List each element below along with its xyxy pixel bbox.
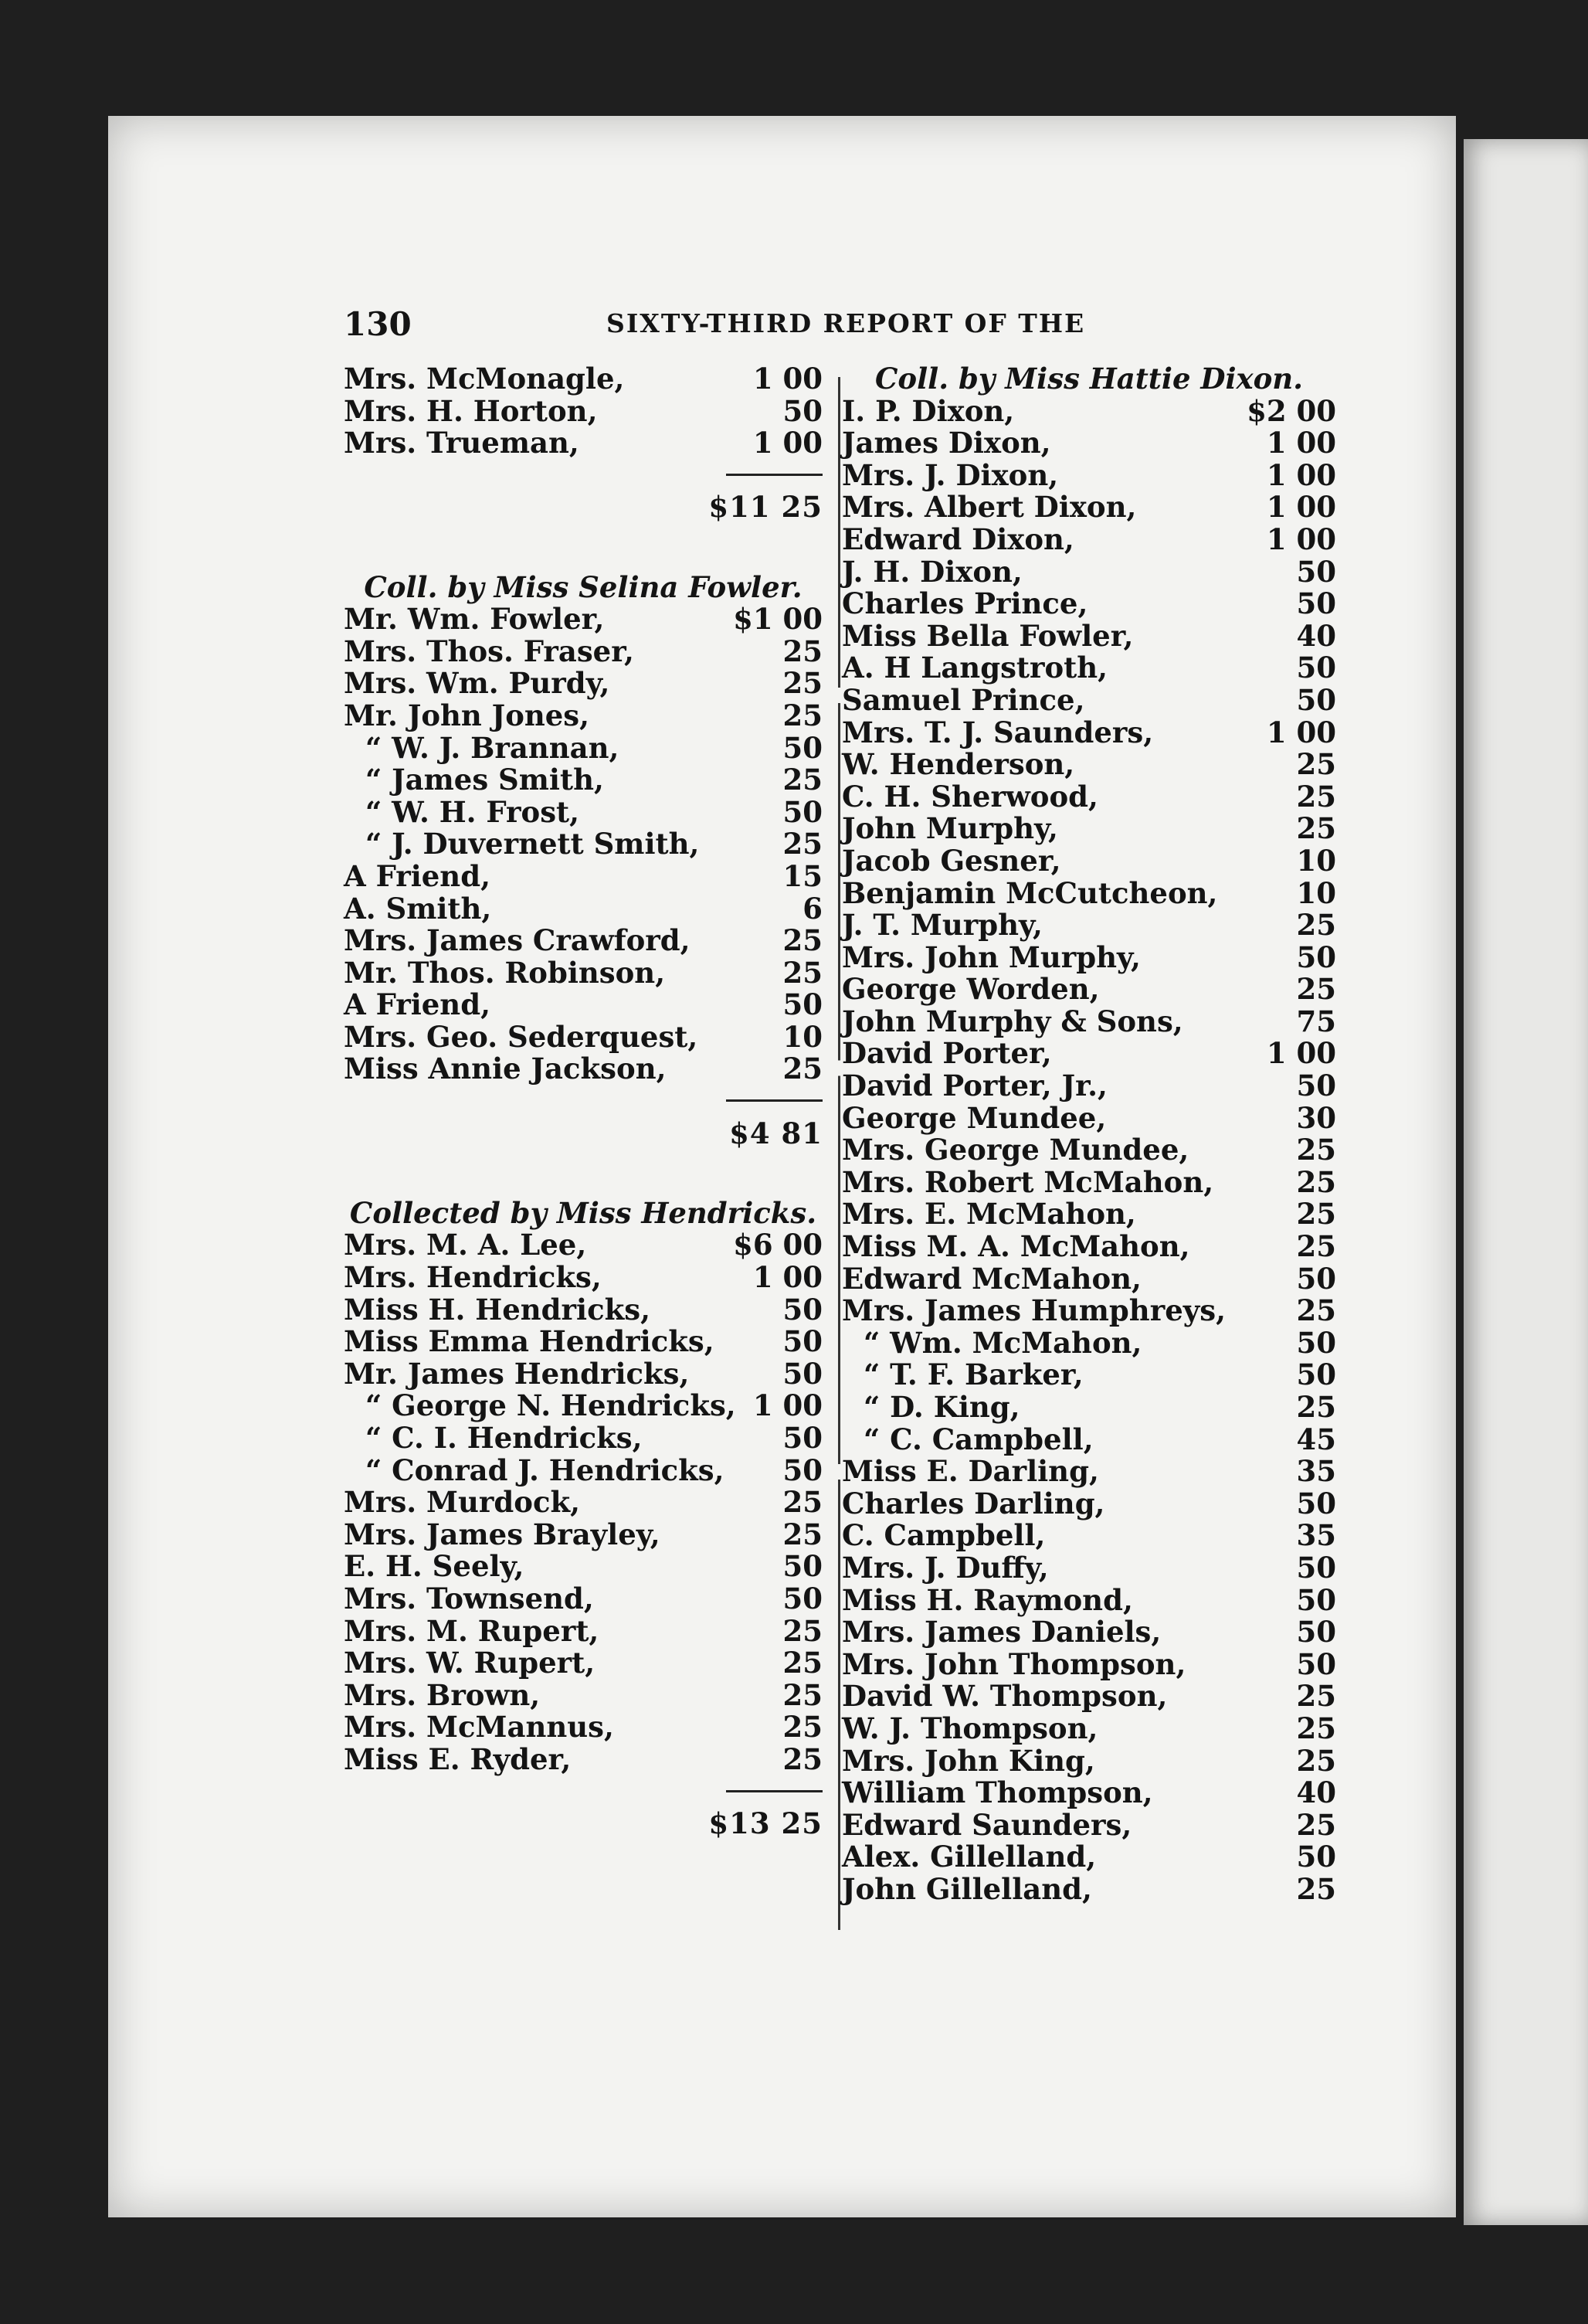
donor-name: C. Campbell,: [842, 1518, 1046, 1553]
donation-amount: 25: [782, 666, 823, 701]
donation-amount: 1 00: [1266, 457, 1336, 492]
left-column: [344, 363, 823, 1840]
donation-amount: 25: [782, 923, 823, 958]
donation-amount: 10: [1296, 843, 1336, 878]
donor-name: Mrs. James Humphreys,: [842, 1293, 1226, 1328]
donation-amount: 50: [1296, 1582, 1336, 1617]
list-item: [344, 1583, 823, 1616]
donation-amount: 1 00: [1266, 1036, 1336, 1071]
donor-name: Mrs. James Crawford,: [344, 923, 691, 958]
list-item: [842, 1745, 1336, 1778]
column-divider: [838, 377, 840, 1930]
donor-name: David Porter, Jr.,: [842, 1069, 1108, 1103]
donor-name: Mrs. Robert McMahon,: [842, 1164, 1214, 1199]
donor-name: Mrs. Wm. Purdy,: [344, 666, 610, 701]
donor-name: Miss H. Hendricks,: [344, 1292, 650, 1327]
donation-amount: 50: [782, 794, 823, 829]
donor-name: Mrs. Thos. Fraser,: [344, 634, 634, 668]
list-item: [842, 1134, 1336, 1167]
list-item: [842, 457, 1336, 492]
list-item: [344, 732, 823, 765]
donation-amount: 50: [1296, 554, 1336, 589]
donor-name: “ W. J. Brannan,: [365, 730, 619, 765]
list-item: [344, 1613, 823, 1648]
list-item: [344, 1647, 823, 1680]
list-item: [842, 1616, 1336, 1649]
donation-amount: 1 00: [1266, 522, 1336, 556]
donation-amount: 6: [802, 891, 823, 926]
donor-name: “ W. H. Frost,: [365, 794, 580, 829]
list-item: [344, 1677, 823, 1712]
donation-amount: 25: [782, 1613, 823, 1648]
donation-amount: 50: [1296, 1486, 1336, 1520]
donor-name: Charles Prince,: [842, 586, 1088, 621]
donor-name: J. H. Dixon,: [842, 554, 1023, 589]
donation-amount: 50: [782, 730, 823, 765]
donation-amount: 45: [1296, 1422, 1336, 1456]
donation-amount: 40: [1296, 1775, 1336, 1810]
donation-amount: 50: [1296, 651, 1336, 685]
list-item: [344, 957, 823, 990]
donation-amount: 25: [1296, 1229, 1336, 1264]
donor-name: Benjamin McCutcheon,: [842, 875, 1218, 910]
donor-name: Alex. Gillelland,: [842, 1840, 1097, 1874]
donation-amount: 25: [1296, 1390, 1336, 1424]
donation-amount: 1 00: [752, 1388, 823, 1423]
donor-name: A. Smith,: [344, 891, 492, 926]
donor-name: A Friend,: [344, 987, 490, 1022]
list-item: [842, 1038, 1336, 1070]
list-item: [842, 1327, 1336, 1360]
donation-amount: 25: [782, 1052, 823, 1086]
list-item: [842, 620, 1336, 653]
donor-name: George Worden,: [842, 972, 1100, 1007]
donation-amount: 25: [1296, 1164, 1336, 1199]
donation-amount: 25: [1296, 811, 1336, 846]
donor-name: John Gillelland,: [842, 1871, 1092, 1906]
list-item: [842, 781, 1336, 814]
list-item: [842, 1424, 1336, 1456]
donor-name: Miss Bella Fowler,: [842, 618, 1134, 653]
section-heading-fowler: [344, 569, 823, 604]
section-heading-dixon: [842, 363, 1336, 396]
donor-name: I. P. Dixon,: [842, 393, 1015, 428]
list-item: [842, 1231, 1336, 1263]
donation-amount: 35: [1296, 1454, 1336, 1489]
donor-name: Mr. John Jones,: [344, 698, 590, 732]
list-item: [842, 1680, 1336, 1713]
donor-name: Miss M. A. McMahon,: [842, 1229, 1190, 1264]
donation-amount: 10: [1296, 875, 1336, 910]
donor-name: Mrs. J. Duffy,: [842, 1550, 1049, 1585]
donation-amount: 1 00: [1266, 715, 1336, 749]
donor-name: Mr. James Hendricks,: [344, 1356, 690, 1391]
donor-name: “ T. F. Barker,: [864, 1357, 1084, 1392]
list-item: [344, 427, 823, 460]
list-item: [842, 973, 1336, 1006]
list-item: [344, 668, 823, 700]
opening-total-row: [344, 491, 823, 524]
donation-amount: 1 00: [752, 426, 823, 460]
donation-amount: 25: [1296, 1743, 1336, 1778]
donation-amount: 10: [782, 1019, 823, 1054]
donation-amount: 50: [782, 1324, 823, 1359]
donation-amount: 1 00: [1266, 490, 1336, 525]
donation-amount: 25: [782, 1741, 823, 1776]
donor-name: Mrs. McMannus,: [344, 1710, 614, 1745]
list-item: [842, 909, 1336, 942]
donor-name: Mrs. Hendricks,: [344, 1260, 602, 1295]
list-item: [344, 1053, 823, 1086]
list-item: [344, 1229, 823, 1262]
donor-name: Mrs. J. Dixon,: [842, 457, 1059, 492]
list-item: [344, 893, 823, 926]
list-item: [842, 524, 1336, 556]
donor-name: Mrs. M. A. Lee,: [344, 1228, 587, 1262]
donation-amount: $1 00: [733, 602, 823, 637]
donor-name: Mrs. H. Horton,: [344, 393, 598, 428]
dixon-list: [842, 393, 1336, 1906]
list-item: [842, 1070, 1336, 1103]
sum-rule: [344, 1776, 823, 1809]
donor-name: Mrs. M. Rupert,: [344, 1613, 599, 1648]
donor-name: Mrs. Trueman,: [344, 426, 579, 460]
donor-name: William Thompson,: [842, 1775, 1153, 1810]
list-item: [344, 858, 823, 893]
list-item: [344, 1390, 823, 1422]
hendricks-heading: Collected by Miss Hendricks.: [349, 1195, 817, 1230]
list-item: [344, 1741, 823, 1776]
donation-amount: 1 00: [752, 362, 823, 396]
donation-amount: 75: [1296, 1004, 1336, 1038]
donation-amount: 50: [1296, 1069, 1336, 1103]
donor-name: Miss Annie Jackson,: [344, 1052, 667, 1086]
list-item: [842, 556, 1336, 589]
donation-amount: 50: [1296, 939, 1336, 974]
list-item: [842, 1646, 1336, 1681]
donor-name: A Friend,: [344, 858, 490, 893]
list-item: [344, 1021, 823, 1054]
donation-amount: 25: [782, 1517, 823, 1551]
list-item: [842, 1100, 1336, 1135]
list-item: [842, 1552, 1336, 1585]
donation-amount: 25: [782, 827, 823, 861]
donation-amount: 25: [1296, 1197, 1336, 1232]
list-item: [344, 1551, 823, 1583]
hendricks-total-row: [344, 1808, 823, 1840]
list-item: [344, 989, 823, 1021]
fowler-total: $4 81: [729, 1116, 823, 1150]
donor-name: Samuel Prince,: [842, 682, 1085, 717]
list-item: [344, 1358, 823, 1391]
donor-name: David Porter,: [842, 1036, 1052, 1071]
donor-name: Mrs. James Daniels,: [842, 1615, 1162, 1650]
right-column: [842, 363, 1336, 1906]
list-item: [842, 1263, 1336, 1296]
list-item: [344, 1711, 823, 1744]
donation-amount: 50: [782, 1581, 823, 1616]
list-item: [842, 1164, 1336, 1199]
donation-amount: 25: [782, 1485, 823, 1520]
donation-amount: 50: [1296, 1840, 1336, 1874]
donor-name: Mrs. W. Rupert,: [344, 1646, 596, 1680]
donation-amount: 25: [1296, 1807, 1336, 1842]
donor-name: Mrs. Brown,: [344, 1677, 541, 1712]
donor-name: Mrs. Albert Dixon,: [842, 490, 1137, 525]
page-number: 130: [344, 305, 412, 343]
list-item: [344, 363, 823, 396]
donation-amount: 1 00: [1266, 426, 1336, 460]
donor-name: W. J. Thompson,: [842, 1711, 1098, 1745]
list-item: [344, 828, 823, 861]
donor-name: George Mundee,: [842, 1100, 1107, 1135]
list-item: [842, 1488, 1336, 1520]
donation-amount: 50: [782, 1549, 823, 1584]
donation-amount: 50: [1296, 1261, 1336, 1296]
donation-amount: 25: [1296, 1133, 1336, 1167]
list-item: [842, 1391, 1336, 1424]
sum-rule: [344, 460, 823, 492]
donation-amount: 25: [1296, 908, 1336, 943]
donor-name: Edward Dixon,: [842, 522, 1074, 556]
donation-amount: 25: [782, 698, 823, 732]
opening-list: [344, 363, 823, 460]
donor-name: “ C. I. Hendricks,: [365, 1421, 643, 1455]
donor-name: Mrs. Murdock,: [344, 1485, 580, 1520]
donation-amount: 25: [782, 1710, 823, 1745]
donation-amount: 15: [782, 858, 823, 893]
list-item: [344, 1294, 823, 1327]
list-item: [842, 1871, 1336, 1906]
donation-amount: 25: [782, 634, 823, 668]
fowler-heading: Coll. by Miss Selina Fowler.: [364, 569, 802, 604]
list-item: [344, 794, 823, 829]
list-item: [842, 717, 1336, 749]
list-item: [842, 1777, 1336, 1809]
list-item: [344, 1452, 823, 1487]
donation-amount: 50: [1296, 1646, 1336, 1681]
donor-name: Mrs. Townsend,: [344, 1581, 594, 1616]
list-item: [842, 1295, 1336, 1327]
donation-amount: 25: [1296, 747, 1336, 782]
donor-name: Miss E. Ryder,: [344, 1741, 572, 1776]
list-item: [344, 700, 823, 732]
list-item: [344, 1519, 823, 1551]
donor-name: A. H Langstroth,: [842, 651, 1108, 685]
list-item: [842, 588, 1336, 620]
donor-name: “ C. Campbell,: [864, 1422, 1094, 1456]
donation-amount: 25: [1296, 1871, 1336, 1906]
donation-amount: 50: [782, 1292, 823, 1327]
donor-name: John Murphy & Sons,: [842, 1004, 1183, 1038]
donor-name: Miss Emma Hendricks,: [344, 1324, 714, 1359]
opening-total: $11 25: [708, 490, 823, 525]
donor-name: Mrs. John Murphy,: [842, 939, 1141, 974]
list-item: [344, 603, 823, 636]
donation-amount: 50: [1296, 682, 1336, 717]
list-item: [842, 1006, 1336, 1038]
donation-amount: $6 00: [733, 1228, 823, 1262]
donation-amount: 25: [1296, 779, 1336, 814]
donor-name: David W. Thompson,: [842, 1679, 1168, 1714]
donor-name: Mrs. McMonagle,: [344, 362, 625, 396]
hendricks-total: $13 25: [708, 1806, 823, 1841]
donor-name: W. Henderson,: [842, 747, 1075, 782]
section-heading-hendricks: [344, 1195, 823, 1230]
donation-amount: $2 00: [1247, 393, 1336, 428]
donation-amount: 50: [1296, 586, 1336, 621]
donation-amount: 25: [782, 1646, 823, 1680]
donation-amount: 50: [782, 1356, 823, 1391]
list-item: [842, 813, 1336, 845]
list-item: [344, 636, 823, 668]
fowler-total-row: [344, 1118, 823, 1150]
list-item: [842, 875, 1336, 910]
list-item: [842, 491, 1336, 524]
donation-amount: 50: [1296, 1615, 1336, 1650]
list-item: [842, 652, 1336, 685]
list-item: [842, 1198, 1336, 1231]
list-item: [842, 749, 1336, 781]
donor-name: “ J. Duvernett Smith,: [365, 827, 700, 861]
list-item: [344, 1422, 823, 1455]
donor-name: Mrs. John Thompson,: [842, 1646, 1186, 1681]
donor-name: “ Wm. McMahon,: [864, 1325, 1142, 1360]
list-item: [842, 939, 1336, 974]
donor-name: J. T. Murphy,: [842, 908, 1043, 943]
donor-name: “ George N. Hendricks,: [365, 1388, 736, 1423]
list-item: [344, 925, 823, 957]
list-item: [842, 1809, 1336, 1842]
donation-amount: 35: [1296, 1518, 1336, 1553]
running-title: SIXTY-THIRD REPORT OF THE: [606, 308, 1086, 338]
donation-amount: 50: [782, 1452, 823, 1487]
facing-page-edge: [1464, 139, 1588, 2225]
dixon-heading: Coll. by Miss Hattie Dixon.: [874, 362, 1304, 396]
donation-amount: 25: [1296, 1711, 1336, 1745]
list-item: [842, 1582, 1336, 1617]
donor-name: E. H. Seely,: [344, 1549, 524, 1584]
list-item: [842, 393, 1336, 428]
donation-amount: 50: [1296, 1357, 1336, 1392]
donor-name: James Dixon,: [842, 426, 1051, 460]
donor-name: Mrs. James Brayley,: [344, 1517, 660, 1551]
donation-amount: 50: [1296, 1325, 1336, 1360]
list-item: [842, 427, 1336, 460]
donor-name: Mrs. George Mundee,: [842, 1133, 1189, 1167]
list-item: [344, 1262, 823, 1294]
list-item: [842, 1841, 1336, 1874]
donation-amount: 25: [1296, 972, 1336, 1007]
donation-amount: 25: [782, 763, 823, 797]
list-item: [842, 1359, 1336, 1391]
list-item: [344, 764, 823, 797]
donor-name: Jacob Gesner,: [842, 843, 1061, 878]
donor-name: Edward Saunders,: [842, 1807, 1132, 1842]
donor-name: “ D. King,: [864, 1390, 1020, 1424]
donation-amount: 25: [782, 955, 823, 990]
donation-amount: 30: [1296, 1100, 1336, 1135]
donor-name: Edward McMahon,: [842, 1261, 1142, 1296]
donor-name: C. H. Sherwood,: [842, 779, 1098, 814]
donation-amount: 25: [1296, 1293, 1336, 1328]
donor-name: “ Conrad J. Hendricks,: [365, 1452, 724, 1487]
donation-amount: 1 00: [752, 1260, 823, 1295]
donation-amount: 25: [1296, 1679, 1336, 1714]
donor-name: Mrs. John King,: [842, 1743, 1095, 1778]
list-item: [842, 1713, 1336, 1745]
sum-rule: [344, 1086, 823, 1118]
donor-name: Mrs. E. McMahon,: [842, 1197, 1136, 1232]
list-item: [842, 1456, 1336, 1488]
list-item: [344, 1326, 823, 1358]
list-item: [842, 845, 1336, 878]
donation-amount: 50: [1296, 1550, 1336, 1585]
donor-name: Miss E. Darling,: [842, 1454, 1099, 1489]
donor-name: Miss H. Raymond,: [842, 1582, 1133, 1617]
donation-amount: 50: [782, 987, 823, 1022]
donor-name: Mr. Wm. Fowler,: [344, 602, 605, 637]
donor-name: Mr. Thos. Robinson,: [344, 955, 666, 990]
donor-name: “ James Smith,: [365, 763, 604, 797]
list-item: [842, 682, 1336, 717]
donation-amount: 40: [1296, 618, 1336, 653]
donation-amount: 50: [782, 393, 823, 428]
donor-name: Mrs. Geo. Sederquest,: [344, 1019, 698, 1054]
donor-name: Charles Darling,: [842, 1486, 1105, 1520]
hendricks-list: [344, 1229, 823, 1775]
donation-amount: 25: [782, 1677, 823, 1712]
donation-amount: 50: [782, 1421, 823, 1455]
page-header: [344, 305, 1325, 341]
list-item: [344, 393, 823, 428]
list-item: [842, 1520, 1336, 1552]
donor-name: Mrs. T. J. Saunders,: [842, 715, 1154, 749]
fowler-list: [344, 603, 823, 1086]
list-item: [344, 1486, 823, 1519]
donor-name: John Murphy,: [842, 811, 1058, 846]
